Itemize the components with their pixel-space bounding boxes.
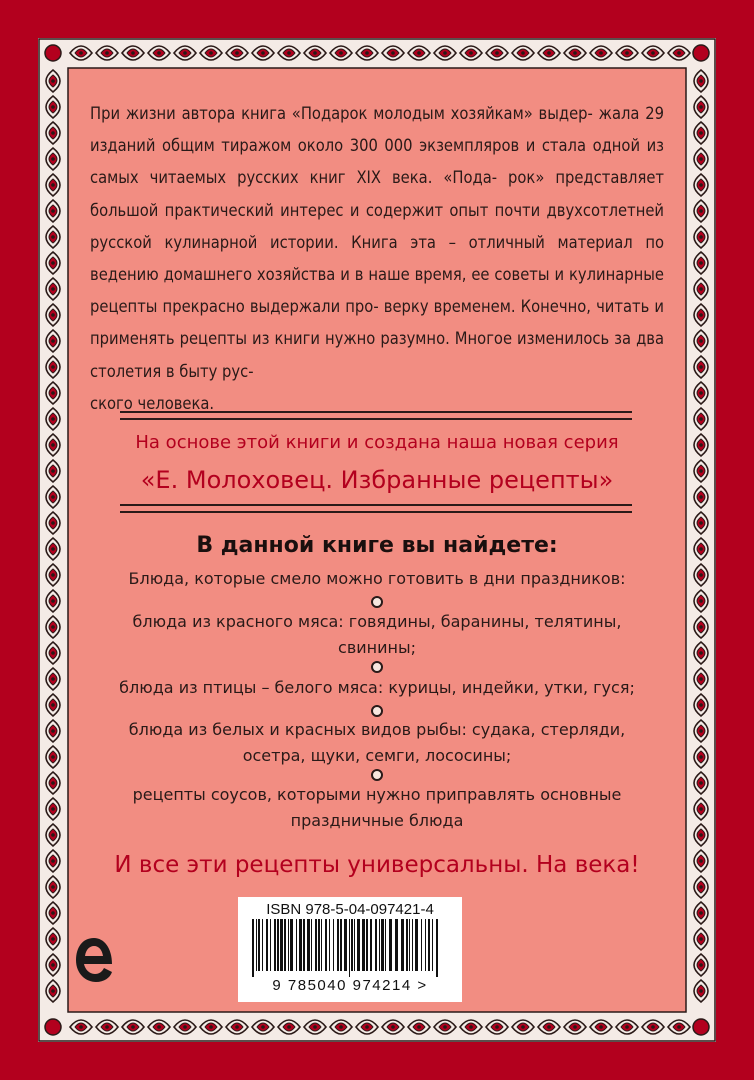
contents-item-line: праздничные блюда xyxy=(290,811,464,830)
contents-item-line: блюда из птицы – белого мяса: курицы, индейки, утки, гуся; xyxy=(119,678,635,697)
divider-top xyxy=(120,411,632,420)
description-paragraph xyxy=(90,98,664,420)
eksmo-logo-icon xyxy=(74,934,114,986)
contents-item-line: свинины; xyxy=(338,638,416,657)
description-line: рок» представляет большой практический интерес и содержит опыт xyxy=(90,168,665,220)
bullet-dot-icon xyxy=(371,661,383,673)
description-line: При жизни автора книга «Подарок молодым хозяйкам» выдер- xyxy=(90,104,593,123)
bullet-dot-icon xyxy=(371,705,383,717)
contents-item xyxy=(72,717,682,769)
barcode-digits: 9 785040 974214 > xyxy=(272,977,428,994)
description-line: и стала одной из самых читаемых русских книг XIX века. «Пода- xyxy=(90,136,664,188)
description-line: верку временем. Конечно, читать и применять рецепты из книги xyxy=(90,297,664,349)
contents-item-line: Блюда, которые смело можно готовить в дни праздников: xyxy=(128,569,626,588)
description-line: нужно разумно. Многое изменилось за два столетия в быту рус- xyxy=(90,329,664,381)
divider-bottom xyxy=(120,504,632,513)
back-cover-panel xyxy=(72,72,682,1008)
bullet-dot-icon xyxy=(371,596,383,608)
contents-item-line: блюда из белых и красных видов рыбы: судака, стерляди, xyxy=(128,720,626,739)
description-line: жала 29 изданий общим тиражом около 300 000 экземпляров xyxy=(90,104,664,156)
bullet-dot-icon xyxy=(371,769,383,781)
slogan: И все эти рецепты универсальны. На века! xyxy=(114,852,640,878)
description-line: отличный материал по ведению домашнего хозяйства и в наше xyxy=(90,232,664,285)
contents-heading: В данной книге вы найдете: xyxy=(196,533,558,558)
contents-item-line: рецепты соусов, которыми нужно приправлять основные xyxy=(132,785,622,804)
contents-item-line: осетра, щуки, семги, лососины; xyxy=(242,746,512,765)
contents-item xyxy=(72,675,682,701)
series-title: «Е. Молоховец. Избранные рецепты» xyxy=(140,466,614,494)
isbn-label: ISBN 978-5-04-097421-4 xyxy=(266,901,434,918)
description-line: почти двухсотлетней русской кулинарной истории. Книга эта – xyxy=(90,200,664,252)
contents-item-line: блюда из красного мяса: говядины, баранины, телятины, xyxy=(132,612,622,631)
description-line: ского человека. xyxy=(90,393,215,413)
contents-item xyxy=(72,782,682,834)
series-intro: На основе этой книги и создана наша новая серия xyxy=(135,432,619,453)
barcode-bars xyxy=(250,919,446,977)
description-line: время, ее советы и кулинарные рецепты прекрасно выдержали про- xyxy=(90,265,665,317)
contents-item xyxy=(72,609,682,661)
contents-item xyxy=(72,566,682,592)
isbn-barcode xyxy=(238,897,462,1002)
